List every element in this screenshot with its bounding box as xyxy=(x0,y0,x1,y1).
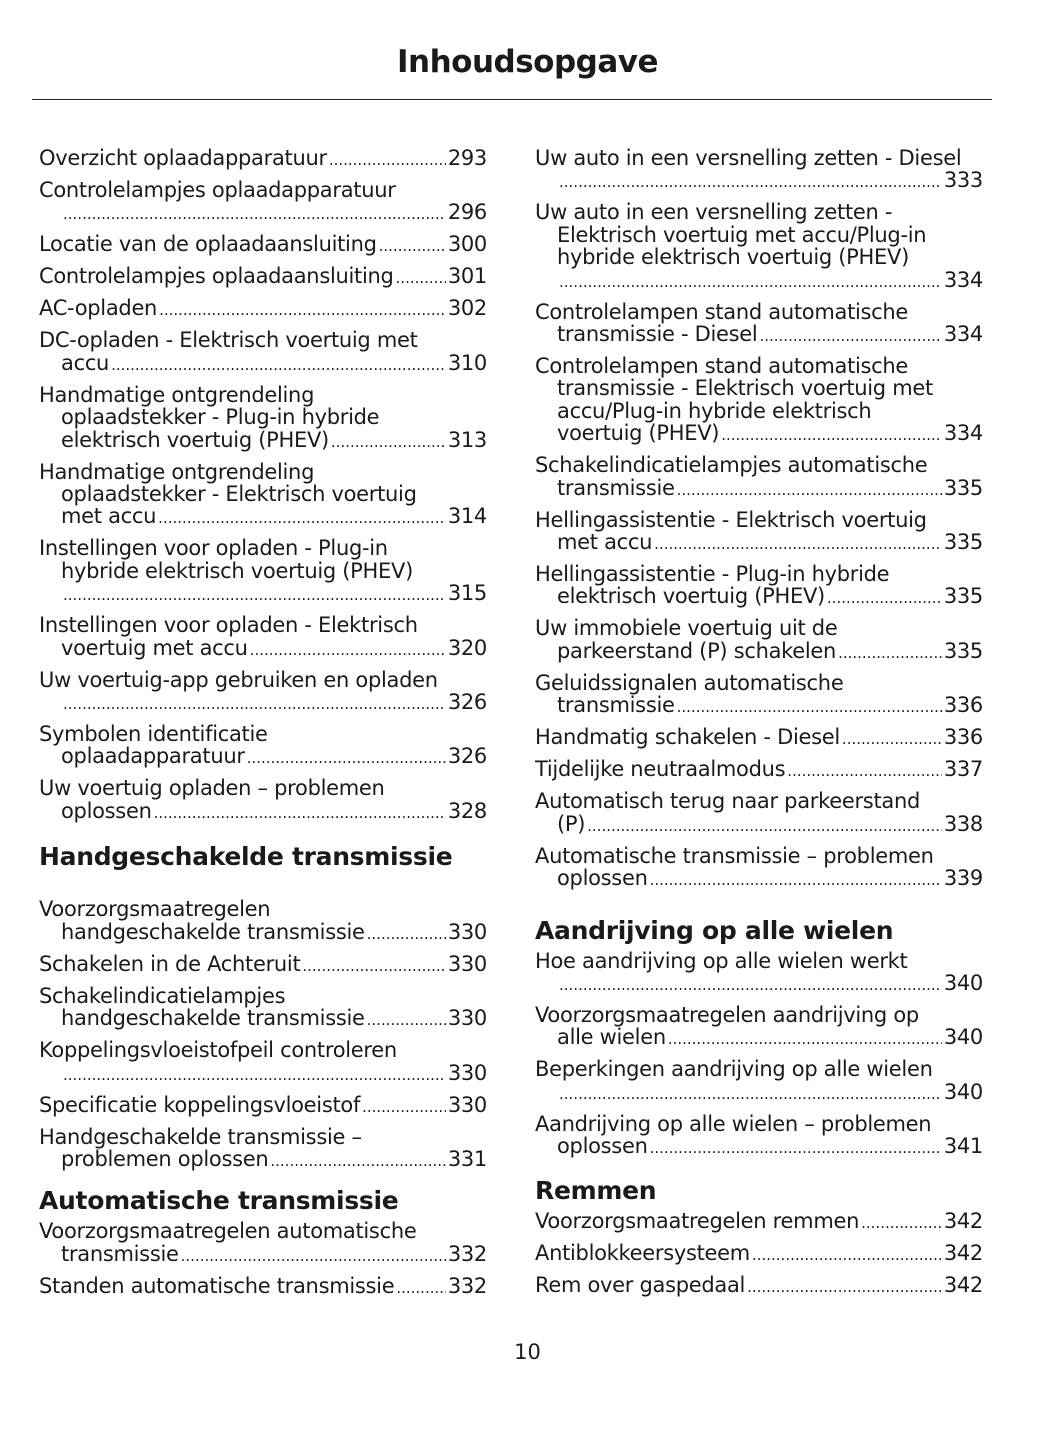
toc-page-number: 335 xyxy=(943,475,983,500)
toc-entry[interactable] xyxy=(535,147,983,194)
toc-page-number: 336 xyxy=(943,725,983,750)
toc-entry[interactable] xyxy=(535,201,983,293)
toc-page-number: 334 xyxy=(943,421,983,446)
toc-entry-title: Antiblokkeersysteem xyxy=(535,1240,750,1265)
toc-page-number: 335 xyxy=(943,638,983,663)
toc-entry-last-line xyxy=(39,637,487,661)
toc-page-number: 293 xyxy=(447,146,487,170)
toc-entry-title: oplossen xyxy=(557,866,648,891)
toc-entry-last-line xyxy=(39,147,487,171)
toc-page-number: 340 xyxy=(943,1079,983,1104)
toc-entry-title: met accu xyxy=(61,504,157,529)
toc-entry-title-line: Koppelingsvloeistofpeil controleren xyxy=(39,1038,397,1063)
page-number: 10 xyxy=(514,1340,541,1364)
toc-dot-leader xyxy=(650,869,942,891)
toc-entry[interactable] xyxy=(39,1039,487,1086)
toc-entry-title: AC-opladen xyxy=(39,296,158,321)
toc-entry-last-line xyxy=(535,1081,983,1105)
toc-entry-title-line: Voorzorgsmaatregelen xyxy=(39,897,271,922)
toc-entry-title-line: Hellingassistentie - Elektrisch voertuig xyxy=(535,507,927,532)
toc-entry[interactable] xyxy=(39,297,487,321)
toc-entry-title-line: Handmatige ontgrendeling xyxy=(39,382,315,407)
toc-entry-last-line xyxy=(535,1242,983,1266)
toc-dot-leader xyxy=(111,354,446,376)
toc-entry-last-line xyxy=(39,1007,487,1031)
toc-dot-leader xyxy=(396,1277,445,1299)
toc-entry-title: Rem over gaspedaal xyxy=(535,1272,746,1297)
toc-entry[interactable] xyxy=(39,1094,487,1118)
toc-entry-title: Controlelampjes oplaadaansluiting xyxy=(39,264,394,289)
toc-entry[interactable] xyxy=(39,985,487,1032)
toc-entry[interactable] xyxy=(39,179,487,226)
toc-entry-last-line xyxy=(535,1210,983,1234)
toc-entry-title: voertuig (PHEV) xyxy=(557,421,720,446)
toc-entry-title: elektrisch voertuig (PHEV) xyxy=(557,584,825,609)
toc-entry-last-line xyxy=(39,1275,487,1299)
toc-page-number: 330 xyxy=(447,1060,487,1085)
toc-page-number: 332 xyxy=(447,1241,487,1266)
toc-page-number: 300 xyxy=(447,232,487,257)
toc-page-number: 342 xyxy=(943,1208,983,1233)
toc-entry-last-line xyxy=(39,921,487,945)
toc-entry-title-line: oplaadstekker - Plug-in hybride xyxy=(61,405,380,430)
toc-entry-last-line xyxy=(39,1062,487,1086)
section-title-brakes: Remmen xyxy=(535,1175,657,1205)
toc-page-number: 310 xyxy=(447,350,487,375)
toc-entry-last-line xyxy=(39,265,487,289)
toc-column-left xyxy=(39,147,487,1307)
toc-page-number: 333 xyxy=(943,168,983,193)
toc-entry-title: transmissie xyxy=(557,475,675,500)
toc-dot-leader xyxy=(721,424,942,446)
toc-entry[interactable] xyxy=(535,1274,983,1298)
toc-entry[interactable] xyxy=(39,147,487,171)
toc-entry[interactable] xyxy=(39,1126,487,1173)
toc-dot-leader xyxy=(861,1212,942,1234)
toc-page-number: 296 xyxy=(447,200,487,225)
toc-entry-title-line: Uw voertuig-app gebruiken en opladen xyxy=(39,667,438,692)
toc-group xyxy=(39,147,487,824)
toc-entry[interactable] xyxy=(535,1058,983,1105)
toc-dot-leader xyxy=(668,1028,942,1050)
toc-page-number: 326 xyxy=(447,744,487,769)
toc-entry-last-line xyxy=(39,1094,487,1118)
toc-entry-title-line: Beperkingen aandrijving op alle wielen xyxy=(535,1057,933,1082)
toc-entry[interactable] xyxy=(39,233,487,257)
toc-dot-leader xyxy=(367,1009,446,1031)
toc-entry[interactable] xyxy=(535,1004,983,1051)
toc-dot-leader xyxy=(379,235,446,257)
toc-entry-last-line xyxy=(39,352,487,376)
page-title: Inhoudsopgave xyxy=(396,44,658,80)
toc-entry[interactable] xyxy=(39,614,487,661)
toc-dot-leader xyxy=(63,203,446,225)
toc-entry-last-line xyxy=(535,585,983,609)
toc-page-number: 326 xyxy=(447,690,487,715)
toc-page-number: 330 xyxy=(447,1092,487,1117)
toc-entry-title: Locatie van de oplaadaansluiting xyxy=(39,232,377,257)
section-title-all-wheel-drive: Aandrijving op alle wielen xyxy=(535,915,894,945)
toc-entry-title-line: oplaadstekker - Elektrisch voertuig xyxy=(61,482,417,507)
toc-entry-title-line: Instellingen voor opladen - Elektrisch xyxy=(39,613,418,638)
toc-entry[interactable] xyxy=(39,329,487,376)
toc-column-right xyxy=(535,147,983,1306)
toc-entry[interactable] xyxy=(535,758,983,782)
toc-entry-last-line xyxy=(535,758,983,782)
toc-dot-leader xyxy=(827,587,942,609)
toc-entry-title-line: Schakelindicatielampjes xyxy=(39,983,286,1008)
toc-entry-last-line xyxy=(39,1243,487,1267)
toc-entry-last-line xyxy=(535,813,983,837)
toc-page-number: 330 xyxy=(447,951,487,976)
toc-dot-leader xyxy=(677,696,942,718)
toc-entry-last-line xyxy=(535,1135,983,1159)
toc-entry-title-line: Aandrijving op alle wielen – problemen xyxy=(535,1111,932,1136)
toc-entry-last-line xyxy=(39,201,487,225)
toc-entry-title-line: Elektrisch voertuig met accu/Plug-in xyxy=(557,222,927,247)
toc-entry-last-line xyxy=(39,691,487,715)
toc-dot-leader xyxy=(154,802,446,824)
toc-entry-last-line xyxy=(39,953,487,977)
toc-entry-title-line: Uw auto in een versnelling zetten - xyxy=(535,200,893,225)
toc-entry-title-line: Automatische transmissie – problemen xyxy=(535,843,934,868)
toc-entry-title-line: Symbolen identificatie xyxy=(39,722,268,747)
toc-entry[interactable] xyxy=(535,672,983,719)
toc-page-number: 338 xyxy=(943,811,983,836)
toc-entry-title: Overzicht oplaadapparatuur xyxy=(39,146,327,170)
toc-page-number: 335 xyxy=(943,584,983,609)
toc-entry[interactable] xyxy=(39,723,487,770)
toc-entry[interactable] xyxy=(535,301,983,348)
toc-entry-title-line: hybride elektrisch voertuig (PHEV) xyxy=(61,558,413,583)
toc-dot-leader xyxy=(331,431,446,453)
toc-page-number: 330 xyxy=(447,1006,487,1031)
toc-entry-title: accu xyxy=(61,350,110,375)
toc-entry-last-line xyxy=(39,800,487,824)
toc-group xyxy=(535,1210,983,1298)
toc-page-number: 320 xyxy=(447,635,487,660)
toc-entry-last-line xyxy=(535,169,983,193)
toc-dot-leader xyxy=(747,1276,942,1298)
toc-entry-title-line: Uw auto in een versnelling zetten - Diesel xyxy=(535,146,962,170)
toc-entry-title-line: transmissie - Elektrisch voertuig met xyxy=(557,376,933,401)
toc-entry-title-line: Handgeschakelde transmissie – xyxy=(39,1124,362,1149)
toc-entry[interactable] xyxy=(535,1242,983,1266)
toc-entry-title-line: Automatisch terug naar parkeerstand xyxy=(535,789,920,814)
toc-entry-title: Schakelen in de Achteruit xyxy=(39,951,301,976)
toc-entry[interactable] xyxy=(39,384,487,453)
toc-entry-title: voertuig met accu xyxy=(61,635,248,660)
toc-entry-last-line xyxy=(535,1274,983,1298)
toc-entry[interactable] xyxy=(39,1220,487,1267)
toc-dot-leader xyxy=(158,507,446,529)
toc-entry-title-line: Uw immobiele voertuig uit de xyxy=(535,616,838,641)
toc-dot-leader xyxy=(247,747,446,769)
toc-entry-title: oplossen xyxy=(557,1134,648,1159)
toc-dot-leader xyxy=(63,693,446,715)
toc-entry-title: problemen oplossen xyxy=(61,1146,269,1171)
toc-entry-title-line: Controlelampjes oplaadapparatuur xyxy=(39,178,396,202)
toc-entry-title: Handmatig schakelen - Diesel xyxy=(535,725,840,750)
toc-entry-title: handgeschakelde transmissie xyxy=(61,919,365,944)
toc-page-number: 331 xyxy=(447,1146,487,1171)
toc-group xyxy=(39,1220,487,1299)
toc-entry-last-line xyxy=(39,505,487,529)
toc-entry[interactable] xyxy=(39,461,487,530)
toc-entry-last-line xyxy=(535,726,983,750)
toc-entry-title: transmissie xyxy=(557,693,675,718)
toc-dot-leader xyxy=(302,955,445,977)
toc-entry-title: transmissie - Diesel xyxy=(557,322,758,347)
toc-entry-last-line xyxy=(535,531,983,555)
toc-dot-leader xyxy=(842,728,942,750)
toc-entry-title: transmissie xyxy=(61,1241,179,1266)
toc-dot-leader xyxy=(759,325,941,347)
toc-entry[interactable] xyxy=(535,617,983,664)
toc-dot-leader xyxy=(587,815,942,837)
toc-entry-title: (P) xyxy=(557,811,586,836)
toc-entry[interactable] xyxy=(39,953,487,977)
toc-entry[interactable] xyxy=(535,950,983,997)
toc-entry-last-line xyxy=(39,297,487,321)
toc-dot-leader xyxy=(559,1083,942,1105)
toc-dot-leader xyxy=(559,171,942,193)
toc-page-number: 314 xyxy=(447,504,487,529)
toc-entry-title: oplossen xyxy=(61,798,152,823)
toc-dot-leader xyxy=(838,642,942,664)
toc-entry-last-line xyxy=(535,323,983,347)
toc-dot-leader xyxy=(362,1096,446,1118)
toc-entry[interactable] xyxy=(535,509,983,556)
toc-page-number: 334 xyxy=(943,267,983,292)
toc-dot-leader xyxy=(329,149,446,171)
toc-entry[interactable] xyxy=(39,1275,487,1299)
toc-dot-leader xyxy=(159,299,446,321)
toc-entry[interactable] xyxy=(39,669,487,716)
toc-entry-last-line xyxy=(39,745,487,769)
toc-entry-title-line: Voorzorgsmaatregelen aandrijving op xyxy=(535,1002,919,1027)
toc-entry-title: Standen automatische transmissie xyxy=(39,1273,395,1298)
toc-page-number: 315 xyxy=(447,581,487,606)
toc-entry-title-line: hybride elektrisch voertuig (PHEV) xyxy=(557,245,909,270)
toc-dot-leader xyxy=(63,584,446,606)
toc-entry-last-line xyxy=(535,867,983,891)
toc-dot-leader xyxy=(250,639,446,661)
toc-entry-last-line xyxy=(535,972,983,996)
toc-dot-leader xyxy=(63,1064,446,1086)
toc-entry-last-line xyxy=(535,477,983,501)
toc-entry-title-line: Controlelampen stand automatische xyxy=(535,354,909,379)
toc-dot-leader xyxy=(367,923,446,945)
toc-entry[interactable] xyxy=(39,265,487,289)
toc-page-number: 335 xyxy=(943,530,983,555)
toc-entry-title: alle wielen xyxy=(557,1025,666,1050)
toc-page-number: 342 xyxy=(943,1240,983,1265)
toc-page-number: 328 xyxy=(447,798,487,823)
toc-group xyxy=(39,898,487,1172)
toc-entry-title-line: accu/Plug-in hybride elektrisch xyxy=(557,398,872,423)
toc-page-number: 342 xyxy=(943,1272,983,1297)
toc-entry-title: parkeerstand (P) schakelen xyxy=(557,638,837,663)
toc-dot-leader xyxy=(559,974,942,996)
title-divider xyxy=(32,99,992,100)
toc-entry-title-line: Hellingassistentie - Plug-in hybride xyxy=(535,562,890,587)
toc-entry-title: elektrisch voertuig (PHEV) xyxy=(61,427,329,452)
toc-entry[interactable] xyxy=(39,777,487,824)
toc-entry[interactable] xyxy=(39,898,487,945)
toc-entry-title-line: Instellingen voor opladen - Plug-in xyxy=(39,536,388,561)
toc-dot-leader xyxy=(396,267,446,289)
toc-dot-leader xyxy=(752,1244,942,1266)
toc-entry-last-line xyxy=(535,269,983,293)
toc-entry-title: oplaadapparatuur xyxy=(61,744,245,769)
toc-page-number: 339 xyxy=(943,866,983,891)
toc-entry[interactable] xyxy=(535,845,983,892)
toc-entry-title: Specificatie koppelingsvloeistof xyxy=(39,1092,361,1117)
toc-entry-last-line xyxy=(535,694,983,718)
toc-entry-last-line xyxy=(535,640,983,664)
toc-entry-title: Voorzorgsmaatregelen remmen xyxy=(535,1208,860,1233)
toc-page-number: 336 xyxy=(943,693,983,718)
toc-entry-title: Tijdelijke neutraalmodus xyxy=(535,757,786,782)
toc-entry-title-line: DC-opladen - Elektrisch voertuig met xyxy=(39,328,418,353)
toc-page-number: 337 xyxy=(943,757,983,782)
toc-entry-last-line xyxy=(39,1148,487,1172)
toc-entry-title: handgeschakelde transmissie xyxy=(61,1006,365,1031)
toc-page-number: 301 xyxy=(447,264,487,289)
toc-page-number: 340 xyxy=(943,970,983,995)
toc-entry[interactable] xyxy=(535,454,983,501)
toc-dot-leader xyxy=(787,760,942,782)
toc-page-number: 334 xyxy=(943,322,983,347)
toc-page-number: 340 xyxy=(943,1025,983,1050)
toc-page-number: 330 xyxy=(447,919,487,944)
toc-entry-title: met accu xyxy=(557,530,653,555)
toc-entry-title-line: Handmatige ontgrendeling xyxy=(39,459,315,484)
toc-entry[interactable] xyxy=(535,790,983,837)
toc-page-number: 313 xyxy=(447,427,487,452)
toc-entry-title-line: Hoe aandrijving op alle wielen werkt xyxy=(535,948,908,973)
toc-dot-leader xyxy=(181,1245,446,1267)
toc-entry[interactable] xyxy=(39,537,487,606)
toc-dot-leader xyxy=(650,1137,942,1159)
toc-page-number: 332 xyxy=(447,1273,487,1298)
toc-entry[interactable] xyxy=(535,563,983,610)
section-title-manual-transmission: Handgeschakelde transmissie xyxy=(39,842,453,872)
toc-entry-last-line xyxy=(535,422,983,446)
toc-dot-leader xyxy=(270,1150,445,1172)
toc-entry[interactable] xyxy=(535,1113,983,1160)
toc-entry-last-line xyxy=(39,429,487,453)
toc-entry-last-line xyxy=(39,582,487,606)
toc-entry-title-line: Voorzorgsmaatregelen automatische xyxy=(39,1219,417,1244)
toc-entry-title-line: Schakelindicatielampjes automatische xyxy=(535,453,928,478)
toc-dot-leader xyxy=(559,271,942,293)
toc-group xyxy=(535,147,983,892)
toc-entry[interactable] xyxy=(535,726,983,750)
toc-entry-title-line: Controlelampen stand automatische xyxy=(535,299,909,324)
toc-entry-title-line: Uw voertuig opladen – problemen xyxy=(39,776,385,801)
toc-entry-last-line xyxy=(535,1026,983,1050)
toc-dot-leader xyxy=(677,479,942,501)
toc-entry[interactable] xyxy=(535,1210,983,1234)
toc-entry-last-line xyxy=(39,233,487,257)
toc-entry-title-line: Geluidssignalen automatische xyxy=(535,670,844,695)
toc-page-number: 302 xyxy=(447,296,487,321)
toc-page-number: 341 xyxy=(943,1134,983,1159)
toc-dot-leader xyxy=(654,533,942,555)
section-title-automatic-transmission: Automatische transmissie xyxy=(39,1186,399,1216)
toc-group xyxy=(535,950,983,1160)
toc-entry[interactable] xyxy=(535,355,983,447)
